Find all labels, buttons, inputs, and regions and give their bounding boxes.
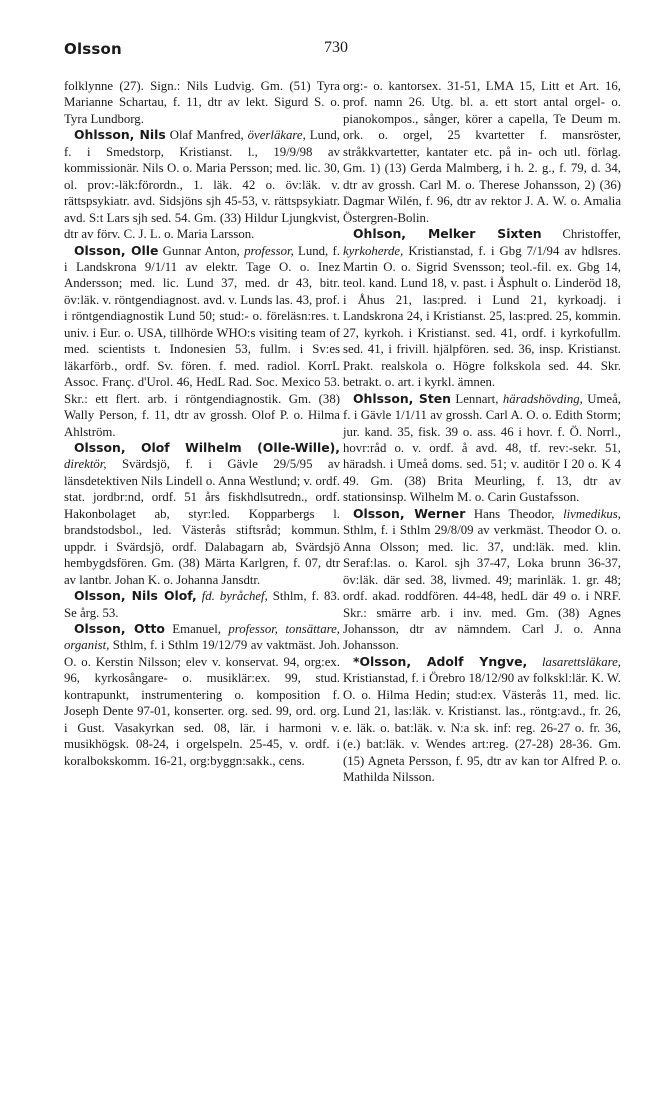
entry-headword: Olsson, Nils Olof, xyxy=(74,588,197,604)
entry-ohlsson-sten: Ohlsson, Sten Lennart, häradshövding, Umeå, f. i Gävle 1/1/11 av grossh. Carl A. O. o. Edith Storm; jur. kand. 35, fisk. 39 o. ass. 46 i hovr. f. Ö. Norrl., hovr:råd o. v. ordf. å avd. 48, tf. rev:-sekr. 51, häradsh. i Umeå doms. sed. 51; v. auditör I 20 o. K 4 49. Gm. (38) Brita Meurling, f. 13, dtr av stationsinsp. Wilhelm M. o. Carin Gustafsson. xyxy=(343,390,621,505)
entry-headword: *Olsson, Adolf Yngve, xyxy=(353,653,528,669)
entry-headword: Ohlson, Melker Sixten xyxy=(353,226,542,242)
entry-headword: Olsson, Werner xyxy=(353,505,466,521)
entry-title: häradshövding, xyxy=(502,391,583,406)
entry-continuation: org:- o. kantorsex. 31-51, LMA 15, Litt et Art. 16, prof. namn 26. Utg. bl. a. ett stort antal orgel- o. pianokompos., sånger, körer a capella, Te Deum m. ork. o. orgel, 25 kvartetter f. mansröster, stråkkvartetter, kantater etc. på in- och utl. förlag. Gm. 1) (13) Gerda Malmberg, i h. 2. g., f. 79, d. 34, dtr av grossh. Carl M. o. Therese Johansson, 2) (36) Dagmar Wilén, f. 96, dtr av rektor J. A. W. o. Amalia Östergren-Bolin. xyxy=(343,79,621,225)
entry-headword: Ohlsson, Sten xyxy=(353,390,451,406)
entry-title: livmedikus, xyxy=(563,506,621,521)
entry-headword: Ohlsson, Nils xyxy=(74,127,166,143)
entry-title: kyrkoherde, xyxy=(343,243,404,258)
entry-title: direktör, xyxy=(64,457,107,472)
entry-olsson-adolf-yngve: *Olsson, Adolf Yngve, lasarettsläkare, Kristianstad, f. i Örebro 18/12/90 av folkskl:lär. K. W. O. o. Hilma Hedin; stud:ex. Västerås 11, med. lic. Lund 21, las:läk. v. Kristianst. las., röntg:avd., fr. 26, e. läk. o. bat:läk. v. N:a sk. inf: reg. 26-27 o. fr. 36, (e.) bat:läk. v. Wendes art:reg. (27-28) 28-36. Gm. (15) Agneta Persson, f. 95, dtr av kan tor Alfred P. o. Mathilda Nilsson. xyxy=(343,653,622,785)
running-head: Olsson xyxy=(64,40,122,58)
entry-olsson-werner: Olsson, Werner Hans Theodor, livmedikus, Sthlm, f. i Sthlm 29/8/09 av verkmäst. Theodor O. o. Anna Olsson; med. lic. 37, und:läk. med. klin. Seraf:las. o. Karol. sjh 37-47, Loka brunn 36-37, öv:läk. där sed. 38, livmed. 49; marinläk. 1. gr. 48; ordf. akad. roddfören. 44-48, hedL där 49 o. i NRF. Skr.: smärre arb. i inv. med. Gm. (38) Agnes Johansson, dtr av nämndem. Carl J. o. Anna Johansson. xyxy=(343,505,621,653)
entry-olsson-otto: Olsson, Otto Emanuel, professor, tonsättare, organist, Sthlm, f. i Sthlm 19/12/79 av vaktmäst. Joh. O. o. Kerstin Nilsson; elev v. konservat. 94, org:ex. 96, kyrkosångare- o. musiklär:ex. 99, stud. kontrapunkt, instrumentering o. komposition f. Joseph Dente 97-01, konserter. org. sed. 99, ord. org. i Gust. Vasakyrkan sed. 08, lär. i harmoni v. musikhögsk. 08-24, i orgelspeln. 25-45, v. ordf. i koralbokskomm. 16-21, org:byggn:sakk., cens. xyxy=(64,620,340,768)
entry-headword: Olsson, Olle xyxy=(74,242,159,258)
left-column xyxy=(64,78,340,769)
page-number: 730 xyxy=(324,39,348,56)
entry-title: lasarettsläkare, xyxy=(541,654,622,669)
entry-title: professor, tonsättare, organist, xyxy=(64,621,340,653)
entry-continuation: folklynne (27). Sign.: Nils Ludvig. Gm. (51) Tyra Marianne Schartau, f. 11, dtr av lekt. Sigurd S. o. Tyra Lundborg. xyxy=(64,79,340,126)
entry-title: överläkare, xyxy=(247,128,306,143)
entry-ohlsson-nils: Ohlsson, Nils Olaf Manfred, överläkare, Lund, f. i Smedstorp, Kristianst. l., 19/9/98 av kommissionär. Nils O. o. Maria Persson; med. lic. 30, ol. prov:-läk:förordn., 1. läk. 42 o. öv:läk. v. rättspsykiatr. avd. Sidsjöns sjh 45-53, v. rättspsykiatr. avd. S:t Lars sjh sed. 54. Gm. (33) Hildur Ljungkvist, dtr av förv. C. J. L. o. Maria Larsson. xyxy=(64,127,340,242)
entry-headword: Olsson, Otto xyxy=(74,620,165,636)
entry-title: fd. byråchef, xyxy=(201,589,268,604)
right-column xyxy=(343,78,621,785)
entry-headword: Olsson, Olof Wilhelm (Olle-Wille), xyxy=(74,439,340,455)
entry-olsson-olof-wilhelm: Olsson, Olof Wilhelm (Olle-Wille), direktör, Svärdsjö, f. i Gävle 29/5/95 av länsdetektiven Nils Lindell o. Anna Westlund; v. ordf. stat. jordbr:nd, ordf. 51 års fiskhdlsutredn., ordf. Hakonbolaget ab, styr:led. Kopparbergs l. brandstodsbol., led. Västerås stiftsråd; kommun. uppdr. i Svärdsjö, ordf. Dalabagarn ab, Svärdsjö hembygdsfören. Gm. (38) Märta Karlgren, f. 07, dtr av lantbr. Johan K. o. Johanna Jansdtr. xyxy=(64,439,340,587)
entry-title: professor, xyxy=(244,243,294,258)
entry-ohlson-melker-sixten: Ohlson, Melker Sixten Christoffer, kyrkoherde, Kristianstad, f. i Gbg 7/1/94 av hdlsres. Martin O. o. Sigrid Svensson; teol.-fil. ex. Gbg 14, teol. kand. Lund 18, v. past. i Åsphult o. Linderöd 18, i Åhus 21, las:pred. i Lund 21, kyrkoadj. i Landskrona 24, i Kristianst. 25, las:pred. 25, kommin. 27, kyrkoh. i Kristianst. sed. 41, ordf. i kyrkofullm. sed. 41, i frivill. hjälpfören. sed. 36, insp. Kristianst. Prakt. realskola o. Högre folkskola sed. 44. Skr. betrakt. o. art. i kyrkl. ämnen. xyxy=(343,226,621,390)
entry-olsson-olle: Olsson, Olle Gunnar Anton, professor, Lund, f. i Landskrona 9/1/11 av elektr. Tage O. o. Inez Andersson; med. lic. Lund 37, med. dr 43, bitr. öv:läk. v. röntgendiagnost. avd. v. Lunds las. 43, prof. i röntgendiagnostik Lund 50; stud:- o. föreläsn:res. t. univ. i Eur. o. USA, tillhörde WHO:s visiting team of med. scientists t. Indonesien 53, fullm. i Sv:es läkarförb., ordf. Sv. fören. f. med. radiol. KorrL Assoc. Franç. d'Urol. 46, HedL Rad. Soc. Mexico 53. Skr.: ett flert. arb. i röntgendiagnostik. Gm. (38) Wally Person, f. 11, dtr av grossh. Olof P. o. Hilma Ahlström. xyxy=(64,242,340,439)
entry-olsson-nils-olof: Olsson, Nils Olof, fd. byråchef, Sthlm, f. 83. Se årg. 53. xyxy=(64,588,340,620)
